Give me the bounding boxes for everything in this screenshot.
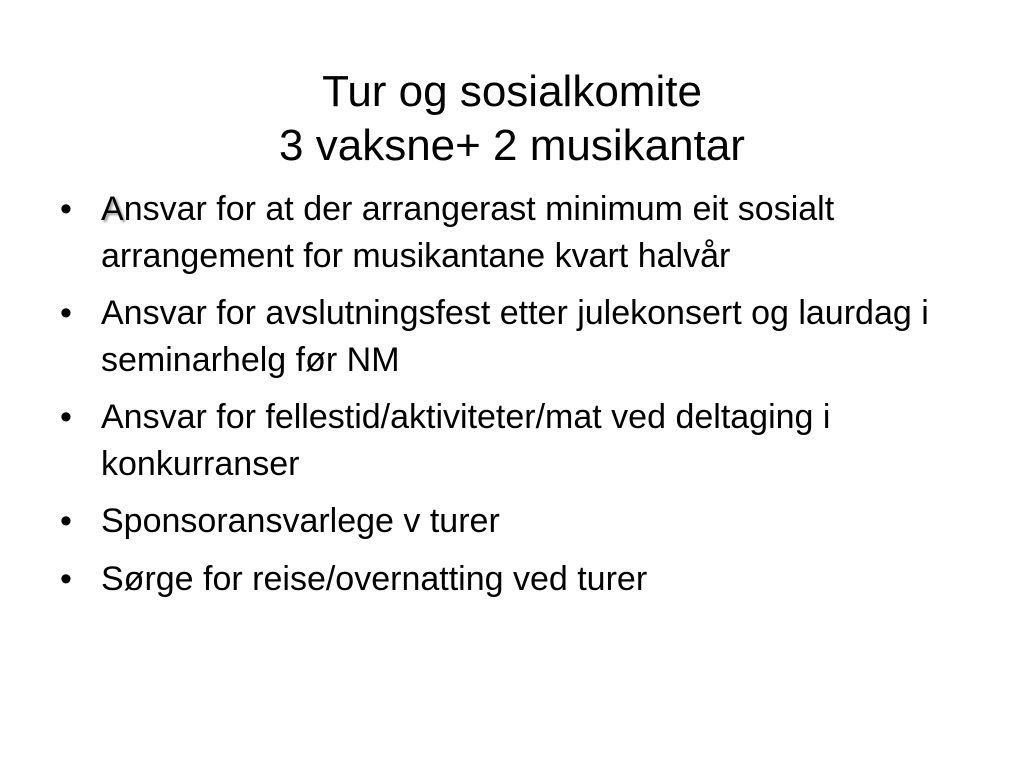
bullet-dot-icon: •: [60, 294, 72, 332]
slide-title: [60, 65, 964, 173]
bullet-dot-icon: •: [60, 398, 72, 436]
bullet-dot-icon: •: [60, 559, 72, 598]
bullet-list: [60, 186, 964, 613]
bullet-lead-letter: A: [101, 190, 124, 228]
bullet-text: Ansvar for fellestid/aktiviteter/mat ved deltaging i konkurranser: [101, 398, 831, 483]
bullet-text: nsvar for at der arrangerast minimum eit sosialt arrangement for musikantane kvart halvår: [101, 190, 835, 275]
bullet-text: Ansvar for avslutningsfest etter julekonsert og laurdag i seminarhelg før NM: [101, 294, 929, 379]
bullet-item-3: [60, 394, 964, 487]
bullet-text: Sponsoransvarlege v turer: [101, 502, 500, 540]
bullet-item-2: [60, 290, 964, 383]
title-line-1: Tur og sosialkomite: [322, 67, 702, 117]
bullet-item-5: [60, 556, 964, 603]
bullet-item-1: [60, 186, 964, 279]
bullet-dot-icon: •: [60, 190, 72, 228]
bullet-item-4: [60, 498, 964, 545]
bullet-dot-icon: •: [60, 502, 72, 540]
title-line-2: 3 vaksne+ 2 musikantar: [279, 121, 745, 171]
bullet-text: Sørge for reise/overnatting ved turer: [101, 559, 648, 598]
